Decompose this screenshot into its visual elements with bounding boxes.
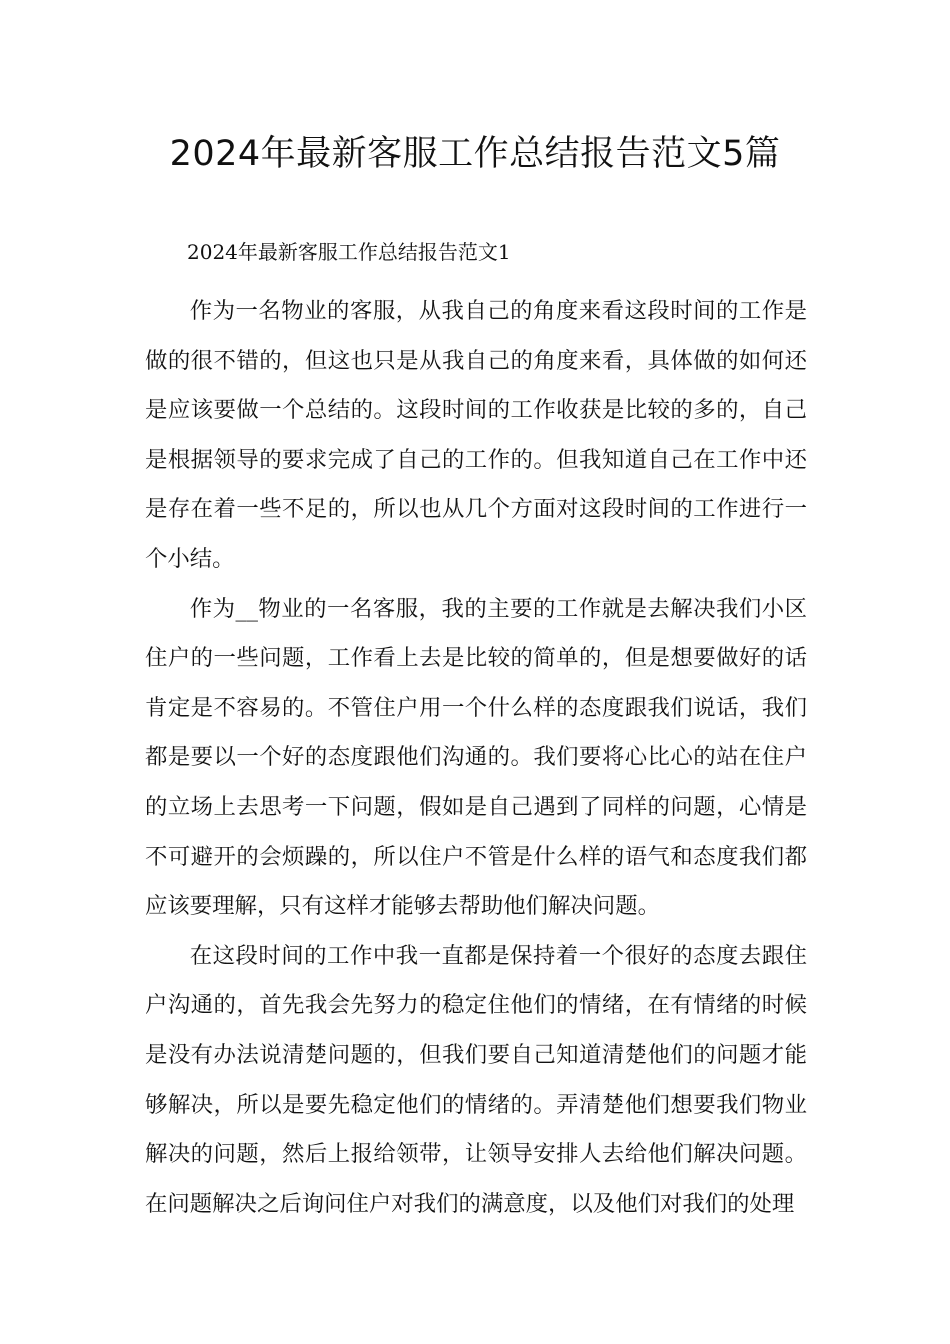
document-title: 2024年最新客服工作总结报告范文5篇 — [169, 134, 781, 174]
document-body — [145, 235, 807, 1229]
paragraph-3: 在这段时间的工作中我一直都是保持着一个很好的态度去跟住户沟通的，首先我会先努力的稳定住他们的情绪，在有情绪的时候是没有办法说清楚问题的，但我们要自己知道清楚他们的问题才能够解决，所以是要先稳定他们的情绪的。弄清楚他们想要我们物业解决的问题，然后上报给领带，让领导安排人去给他们解决问题。在问题解决之后询问住户对我们的满意度，以及他们对我们的处理 — [145, 942, 807, 1217]
section-heading: 2024年最新客服工作总结报告范文1 — [187, 240, 511, 264]
paragraph-1: 作为一名物业的客服，从我自己的角度来看这段时间的工作是做的很不错的，但这也只是从我自己的角度来看，具体做的如何还是应该要做一个总结的。这段时间的工作收获是比较的多的，自己是根据领导的要求完成了自己的工作的。但我知道自己在工作中还是存在着一些不足的，所以也从几个方面对这段时间的工作进行一个小结。 — [145, 298, 807, 572]
paragraph-2: 作为__物业的一名客服，我的主要的工作就是去解决我们小区住户的一些问题，工作看上去是比较的简单的，但是想要做好的话肯定是不容易的。不管住户用一个什么样的态度跟我们说话，我们都是要以一个好的态度跟他们沟通的。我们要将心比心的站在住户的立场上去思考一下问题，假如是自己遇到了同样的问题，心情是不可避开的会烦躁的，所以住户不管是什么样的语气和态度我们都应该要理解，只有这样才能够去帮助他们解决问题。 — [145, 595, 807, 920]
